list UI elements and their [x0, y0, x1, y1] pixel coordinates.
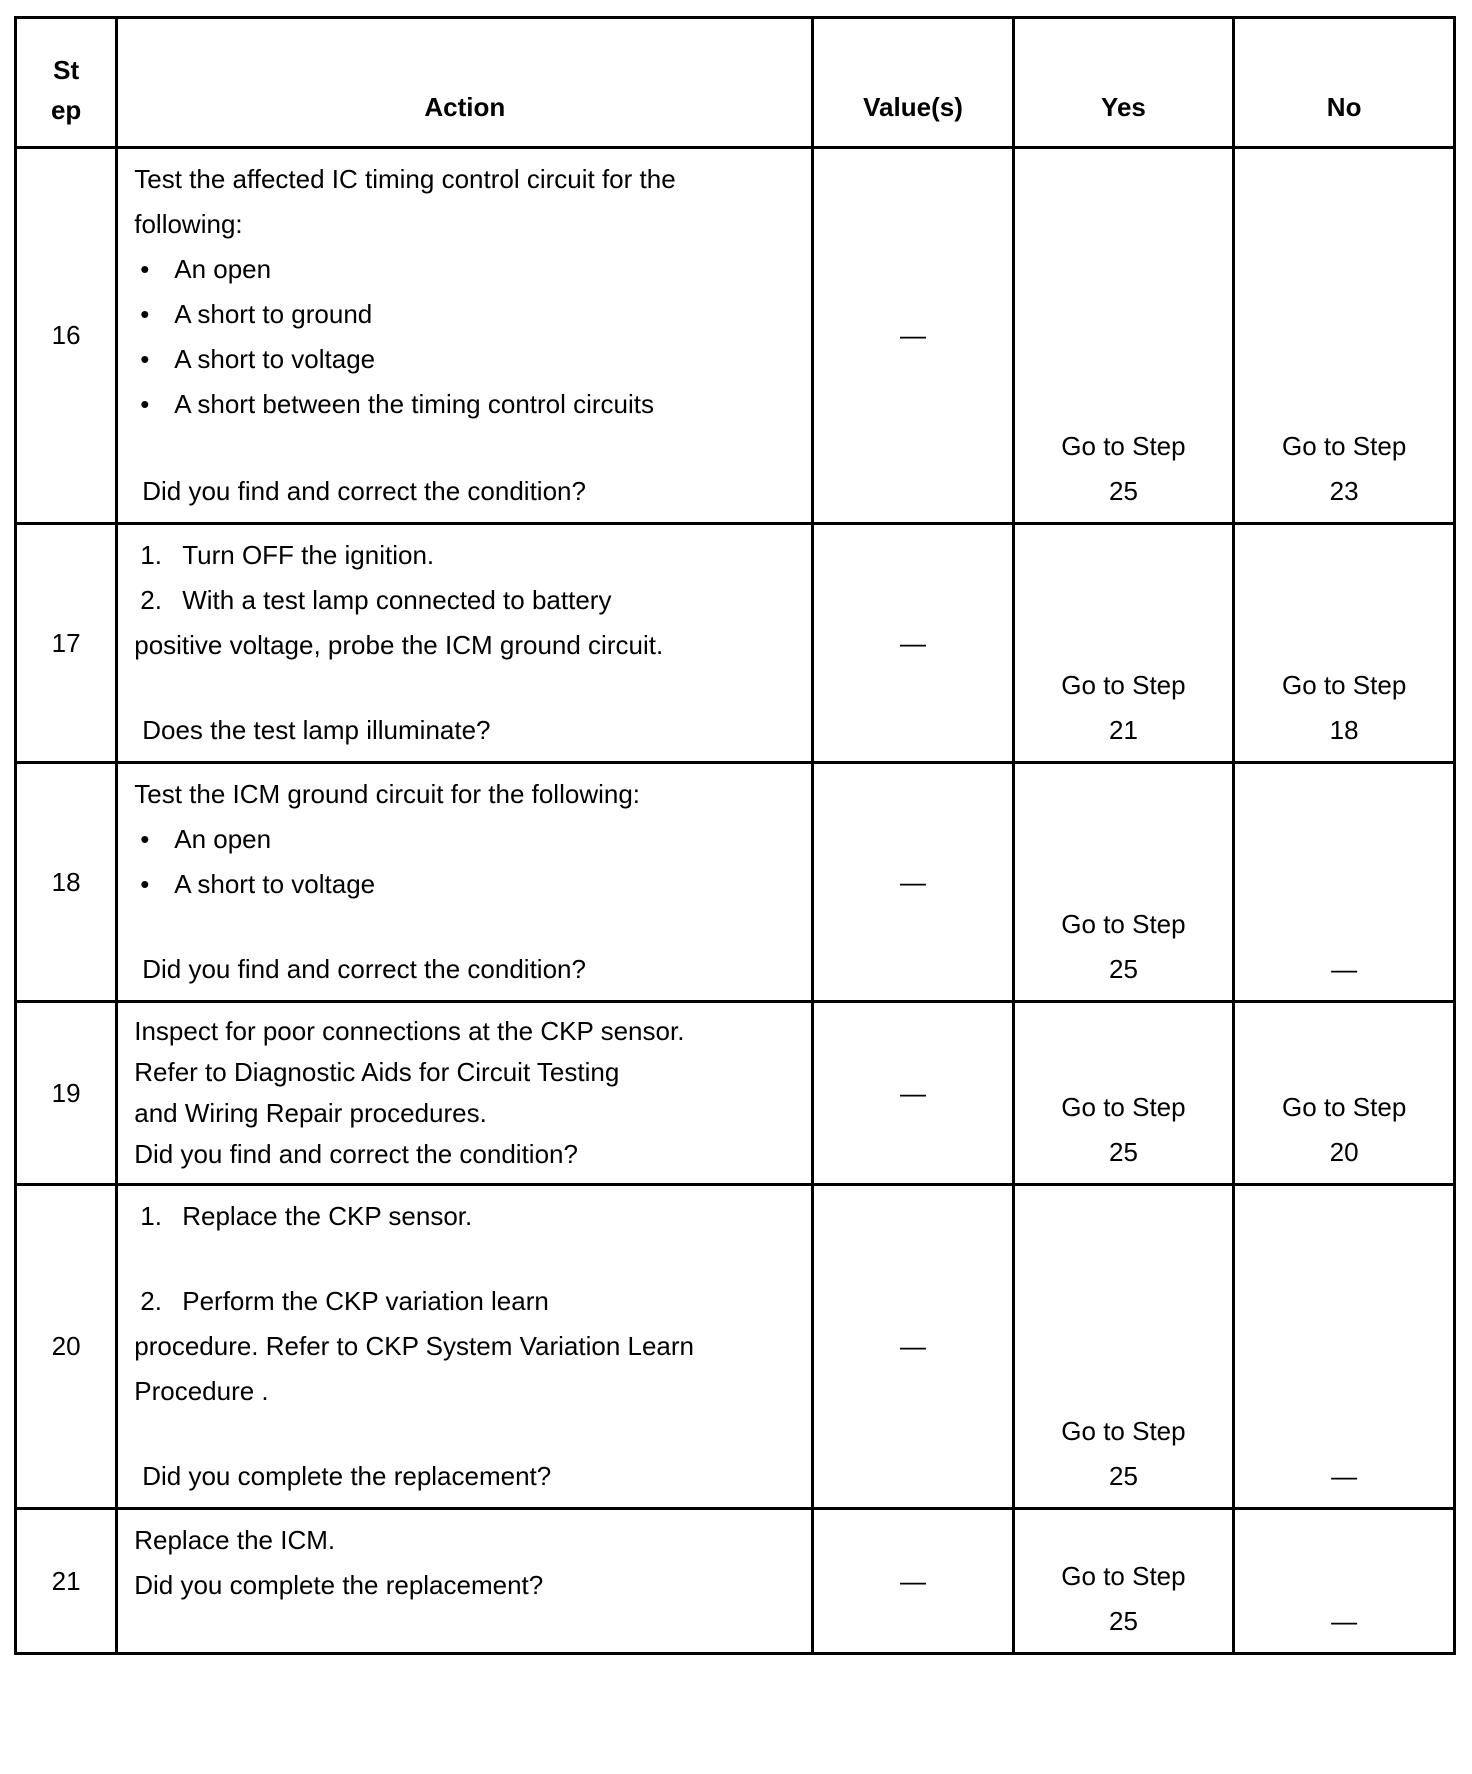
- action-cell: 1. Turn OFF the ignition. 2. With a test lamp connected to battery positive voltage, probe the ICM ground circuit. Does the test lamp illuminate?: [117, 524, 813, 763]
- question: Did you find and correct the condition?: [142, 954, 586, 984]
- step-number: 18: [16, 763, 117, 1002]
- question: Did you find and correct the condition?: [142, 476, 586, 506]
- bullet-icon: •: [140, 344, 150, 374]
- value-cell: —: [813, 1002, 1013, 1185]
- header-step: St ep: [16, 18, 117, 148]
- bullet-icon: •: [140, 254, 150, 284]
- yes-cell: Go to Step 25: [1013, 1509, 1234, 1654]
- no-cell: —: [1234, 1509, 1455, 1654]
- bullet-icon: •: [140, 389, 150, 419]
- step-number: 19: [16, 1002, 117, 1185]
- action-cell: Test the affected IC timing control circuit for the following: • An open • A short to ground • A short to voltage • A short between the timing control circuits Did you find and correct the condition?: [117, 148, 813, 524]
- table-row: [16, 148, 1455, 524]
- no-cell: Go to Step 23: [1234, 148, 1455, 524]
- list-item: • An open: [134, 247, 797, 292]
- no-cell: Go to Step 20: [1234, 1002, 1455, 1185]
- yes-cell: Go to Step 21: [1013, 524, 1234, 763]
- yes-cell: Go to Step 25: [1013, 763, 1234, 1002]
- value-cell: —: [813, 524, 1013, 763]
- action-cell: Test the ICM ground circuit for the following: • An open • A short to voltage Did you find and correct the condition?: [117, 763, 813, 1002]
- yes-cell: Go to Step 25: [1013, 1002, 1234, 1185]
- no-cell: Go to Step 18: [1234, 524, 1455, 763]
- list-item: • A short to voltage: [134, 337, 797, 382]
- step-number: 16: [16, 148, 117, 524]
- step-number: 21: [16, 1509, 117, 1654]
- table-row: [16, 763, 1455, 1002]
- list-item: • A short between the timing control circuits: [134, 382, 797, 427]
- table-row: [16, 1185, 1455, 1509]
- yes-cell: Go to Step 25: [1013, 1185, 1234, 1509]
- diagnostic-table: [14, 16, 1456, 1655]
- header-action: Action: [117, 18, 813, 148]
- table-row: [16, 1509, 1455, 1654]
- value-cell: —: [813, 763, 1013, 1002]
- list-item: • An open: [134, 817, 797, 862]
- no-cell: —: [1234, 763, 1455, 1002]
- header-values: Value(s): [813, 18, 1013, 148]
- yes-cell: Go to Step 25: [1013, 148, 1234, 524]
- question: Did you complete the replacement?: [142, 1461, 552, 1491]
- step-number: 20: [16, 1185, 117, 1509]
- value-cell: —: [813, 1185, 1013, 1509]
- list-item: • A short to ground: [134, 292, 797, 337]
- table-row: [16, 524, 1455, 763]
- value-cell: —: [813, 1509, 1013, 1654]
- value-cell: —: [813, 148, 1013, 524]
- table-row: [16, 1002, 1455, 1185]
- list-item: • A short to voltage: [134, 862, 797, 907]
- question: Does the test lamp illuminate?: [142, 715, 491, 745]
- action-cell: 1. Replace the CKP sensor. 2. Perform the CKP variation learn procedure. Refer to CKP System Variation Learn Procedure . Did you complete the replacement?: [117, 1185, 813, 1509]
- action-cell: Replace the ICM. Did you complete the replacement?: [117, 1509, 813, 1654]
- header-no: No: [1234, 18, 1455, 148]
- header-row: [16, 18, 1455, 148]
- step-number: 17: [16, 524, 117, 763]
- bullet-icon: •: [140, 869, 150, 899]
- no-cell: —: [1234, 1185, 1455, 1509]
- bullet-icon: •: [140, 299, 150, 329]
- bullet-icon: •: [140, 824, 150, 854]
- action-cell: Inspect for poor connections at the CKP sensor. Refer to Diagnostic Aids for Circuit Testing and Wiring Repair procedures. Did you find and correct the condition?: [117, 1002, 813, 1185]
- header-yes: Yes: [1013, 18, 1234, 148]
